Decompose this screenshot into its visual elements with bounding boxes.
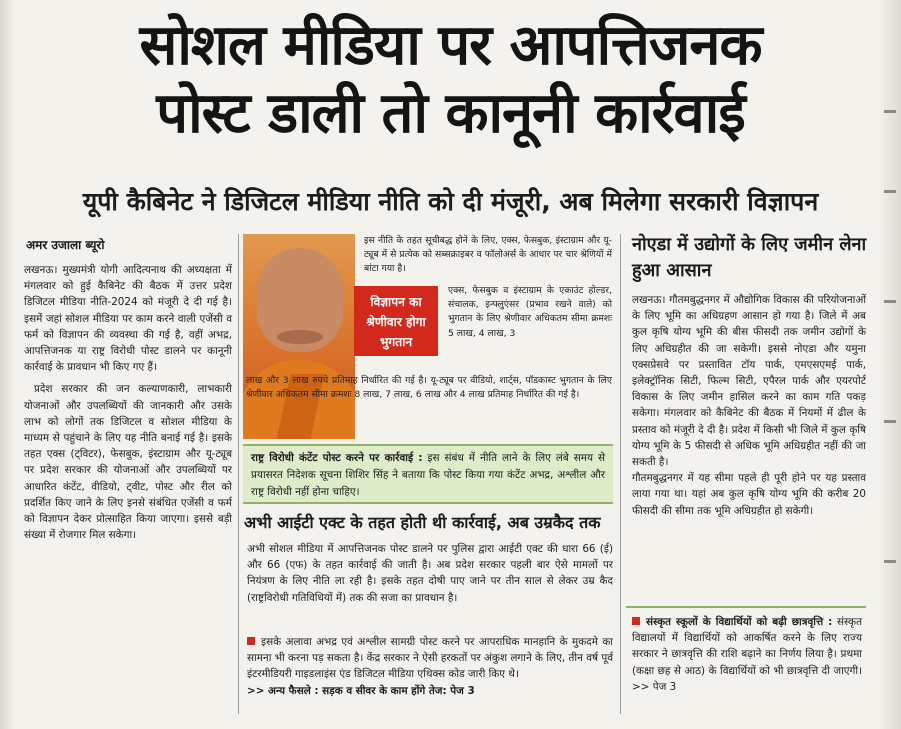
- edge-mark: [884, 300, 896, 303]
- right-highlight-lead: संस्कृत स्कूलों के विद्यार्थियों को बढ़ी छात्रवृत्ति :: [646, 616, 833, 628]
- left-column: [24, 262, 232, 549]
- red-bullet-icon: [247, 637, 255, 645]
- right-paragraph-2: गौतमबुद्धनगर में यह सीमा पहले ही पूरी होने पर यह प्रस्ताव लाया गया था। यहां अब कुल कृषि योग्य भूमि की करीब 20 फीसदी की सीमा तक भूमि अधिग्रहीत हो सकेगी।: [632, 472, 866, 517]
- photo-face-detail: [277, 330, 323, 344]
- portrait-photo: [243, 234, 355, 439]
- middle-section-paragraph-2: इसके अलावा अभद्र एवं अश्लील सामग्री पोस्ट करने पर आपराधिक मानहानि के मुकदमे का सामना भी करना पड़ सकता है। केंद्र सरकार ने ऐसी हरकतों पर अंकुश लगाने के लिए, तीन वर्ष पूर्व इंटरमीडियरी गाइडलाइंस एंड डिजिटल मीडिया एथिक्स कोड जारी किए थे।: [247, 636, 613, 681]
- headline-line2: पोस्ट डाली तो कानूनी कार्रवाई: [156, 81, 745, 146]
- right-column-heading: नोएडा में उद्योगों के लिए जमीन लेना हुआ आसान: [632, 234, 867, 281]
- subheadline: यूपी कैबिनेट ने डिजिटल मीडिया नीति को दी मंजूरी, अब मिलेगा सरकारी विज्ञापन: [82, 187, 819, 216]
- column-divider: [620, 234, 621, 714]
- red-bullet-icon: [632, 617, 640, 625]
- highlight-box: [243, 444, 613, 504]
- right-column: [632, 292, 866, 519]
- page-right-edge: [878, 0, 901, 729]
- page-reference-link[interactable]: >> अन्य फैसले : सड़क व सीवर के काम होंगे तेज: पेज 3: [247, 684, 475, 697]
- photo-tag: विज्ञापन का श्रेणीवार होगा भुगतान: [354, 286, 438, 356]
- headline-line1: सोशल मीडिया पर आपत्तिजनक: [139, 13, 762, 78]
- edge-mark: [884, 560, 896, 563]
- right-paragraph-1: लखनऊ। गौतमबुद्धनगर में औद्योगिक विकास की परियोजनाओं के लिए भूमि का अधिग्रहण आसान हो गया है। जिले में अब कुल कृषि योग्य भूमि की बीस फीसदी तक जमीन उद्योगों के लिए अधिग्रहीत की जा सकेगी। इससे नोएडा और यमुना एक्सप्रेसवे पर प्रस्तावित टॉय पार्क, एमएसएमई पार्क, इलेक्ट्रॉनिक सिटी, फिल्म सिटी, एपैरल पार्क और एयरपोर्ट विकास के लिए जमीन हासिल करने का काम गति पकड़ सकेगा। मंगलवार को कैबिनेट की बैठक में नियमों में ढील के प्रस्ताव को मंजूरी दे दी है। प्रदेश में किसी भी जिले में कुल कृषि योग्य भूमि के 5 फीसदी से अधिक भूमि अधिग्रहीत नहीं की जा सकती है।: [632, 294, 866, 469]
- edge-mark: [884, 190, 896, 193]
- column-divider: [238, 234, 239, 714]
- middle-top-paragraph-1: इस नीति के तहत सूचीबद्ध होने के लिए, एक्स, फेसबुक, इंस्टाग्राम और यू-ट्यूब में से प्रत्येक को सब्सक्राइबर व फॉलोअर्स के आधार पर चार श्रेणियों में बांटा गया है।: [364, 235, 612, 275]
- middle-section-block-2: [247, 634, 613, 699]
- edge-mark: [884, 110, 896, 113]
- left-paragraph-2: प्रदेश सरकार की जन कल्याणकारी, लाभकारी योजनाओं और उपलब्धियों की जानकारी और उसके लाभ को लोगों तक डिजिटल व सोशल मीडिया के माध्यम से पहुंचाने के लिए यह नीति बनाई गई है। इसके तहत एक्स (ट्विटर), फेसबुक, इंस्टाग्राम और यू-ट्यूब पर प्रदेश सरकार की योजनाओं और उपलब्धियों पर आधारित कंटेंट, वीडियो, ट्वीट, पोस्ट और रील को प्रदर्शित किए जाने के लिए इनसे संबंधित एजेंसी व फर्म को विज्ञापन देकर प्रोत्साहित किया जाएगा। इससे बड़ी संख्या में रोजगार मिल सकेगा।: [24, 383, 232, 542]
- middle-section-heading: अभी आईटी एक्ट के तहत होती थी कार्रवाई, अब उम्रकैद तक: [244, 513, 601, 532]
- highlight-lead: राष्ट्र विरोधी कंटेंट पोस्ट करने पर कार्रवाई :: [251, 452, 423, 464]
- middle-section-paragraph-1: अभी सोशल मीडिया में आपत्तिजनक पोस्ट डालने पर पुलिस द्वारा आईटी एक्ट की धारा 66 (ई) और 66 (एफ) के तहत कार्रवाई की जाती है। अब प्रदेश सरकार पहली बार ऐसे मामलों पर नियंत्रण के लिए नीति ला रही है। इसके तहत दोषी पाए जाने पर तीन साल से लेकर उम्र कैद (राष्ट्रविरोधी गतिविधियों में) तक की सजा का प्रावधान है।: [247, 543, 613, 604]
- middle-top-paragraph-3: लाख और 3 लाख रुपये प्रतिमाह निर्धारित की गई है। यू-ट्यूब पर वीडियो, शार्ट्स, पॉडकास्ट भुगतान के लिए श्रेणीवार अधिकतम सीमा क्रमशः 8 लाख, 7 लाख, 6 लाख और 4 लाख प्रतिमाह निर्धारित की गई है।: [246, 375, 612, 401]
- highlight-text: इस संबंध में नीति लाने के लिए लंबे समय से प्रयासरत निदेशक सूचना शिशिर सिंह ने बताया कि पोस्ट किया गया कंटेंट अभद्र, अश्लील और राष्ट्र विरोधी नहीं होना चाहिए।: [251, 452, 605, 498]
- edge-mark: [884, 420, 896, 423]
- headline: [0, 12, 901, 148]
- right-highlight-text: संस्कृत विद्यालयों में विद्यार्थियों को आकर्षित करने के लिए राज्य सरकार ने छात्रवृत्ति की राशि बढ़ाने का निर्णय लिया है। प्रथमा (कक्षा छह से आठ) के विद्यार्थियों को भी छात्रवृत्ति दी जाएगी। >> पेज 3: [632, 616, 862, 693]
- middle-top-paragraph-2: एक्स, फेसबुक व इंस्टाग्राम के एकाउंट होल्डर, संचालक, इन्फ्लुएंसर (प्रभाव रखने वाले) को भुगतान के लिए श्रेणीवार अधिकतम सीमा क्रमशः 5 लाख, 4 लाख, 3: [448, 285, 612, 339]
- right-highlight-box: [626, 606, 866, 721]
- left-paragraph-1: लखनऊ। मुख्यमंत्री योगी आदित्यनाथ की अध्यक्षता में मंगलवार को हुई कैबिनेट की बैठक में उत्तर प्रदेश डिजिटल मीडिया नीति-2024 को मंजूरी दे दी गई है। इसमें जहां सोशल मीडिया पर काम करने वाली एजेंसी व फर्म को विज्ञापन की व्यवस्था की गई है, वहीं अभद्र, आपत्तिजनक या राष्ट्र विरोधी पोस्ट डालने पर कानूनी कार्रवाई के प्रावधान भी किए गए हैं।: [24, 264, 232, 374]
- byline: अमर उजाला ब्यूरो: [26, 238, 105, 252]
